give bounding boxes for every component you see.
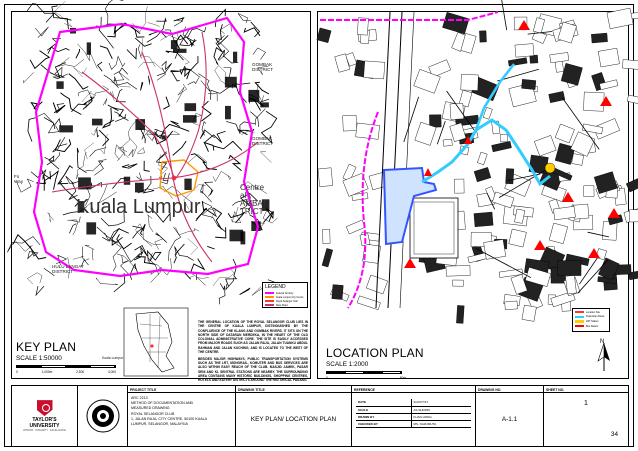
street-line: [208, 93, 217, 102]
legend-item: Federal Territory: [265, 291, 305, 295]
reference-table: [356, 399, 471, 428]
street-line: [191, 154, 217, 170]
building-block: [583, 92, 604, 111]
street-line: [137, 148, 144, 154]
building-block: [506, 169, 514, 184]
street-line: [138, 44, 141, 58]
key-plan-title: KEY PLAN: [16, 340, 77, 354]
street-line: [103, 108, 114, 128]
table-row: CHECKED BY MS. NAZUMUTA: [356, 421, 471, 428]
gombak-district-label-1: GOMBAK DISTRICT: [252, 62, 274, 72]
building-block: [443, 139, 452, 146]
bus-station-marker: [608, 208, 620, 218]
street-line: [233, 207, 238, 216]
building-block: [515, 44, 534, 58]
building-block: [530, 55, 538, 63]
building-block: [343, 115, 357, 131]
building-block: [322, 248, 333, 267]
street-line: [127, 48, 136, 59]
street-line: [69, 74, 89, 89]
street-line: [207, 247, 214, 249]
street-line: [135, 38, 151, 46]
building-block: [479, 31, 486, 42]
building-block: [561, 63, 582, 85]
street-line: [148, 23, 160, 27]
street-line: [99, 130, 109, 146]
street-line: [137, 173, 142, 181]
building-block: [477, 152, 487, 165]
dense-area: [241, 231, 246, 244]
street-line: [27, 4, 54, 23]
building-block: [598, 48, 619, 67]
key-plan-scalebar-labels: 0 1,000m 2,500 4,000: [16, 370, 116, 374]
street-line: [163, 97, 169, 110]
street-line: [177, 84, 187, 103]
dense-area: [185, 103, 197, 111]
legend-item: Kuala Lumpur City Centre: [265, 295, 305, 299]
building-block: [474, 167, 491, 181]
building-block: [522, 305, 536, 321]
street-line: [190, 39, 195, 46]
building-block: [549, 91, 565, 102]
building-block: [500, 134, 507, 142]
table-row: DRAWN BY KUAN HONG: [356, 413, 471, 420]
street-line: [211, 86, 232, 100]
street-line: [260, 151, 271, 162]
note-paragraph-1: THE GENERAL LOCATION OF THE ROYAL SELANGOR CLUB LIES IN THE CENTRE OF KUALA LUMPUR, DISTINGUISHED BY THE CONFLUENCE OF THE KLANG AND GOMBAK RIVERS. IT SITS ON THE NORTH SIDE OF DATARAN MERDEKA, IN THE HEART OF THE OLD COLONIAL ADMINISTRATIVE CORE. THE SITE IS EASILY ACCESSED FROM MAJOR ROADS SUCH AS JALAN RAJA, JALAN TUANKU ABDUL RAHMAN AND JALAN KUCHING, AND IS LOCATED TO THE WEST OF THE CENTRE.: [198, 320, 308, 355]
dense-area: [59, 125, 73, 132]
street-line: [168, 227, 180, 261]
street-line: [121, 256, 129, 274]
street-line: [190, 275, 209, 285]
street-line: [148, 251, 161, 262]
legend-item: Pedestrian Route: [575, 315, 607, 320]
building-block: [357, 296, 380, 310]
location-plan-legend: [572, 308, 610, 332]
street-line: [240, 288, 251, 295]
street-line: [83, 97, 92, 109]
sheet-number-heading: SHEET NO.: [544, 386, 628, 393]
street-line: [174, 20, 182, 26]
street-line: [174, 244, 185, 263]
drawing-number-heading: DRAWING NO.: [476, 386, 543, 393]
north-label: N: [600, 339, 605, 345]
pedestrian-route-branch: [476, 64, 514, 130]
building-block: [508, 58, 527, 66]
university-shield-icon: [37, 400, 53, 416]
city-centre-label: Centre al AMBAT TRICT: [240, 183, 267, 216]
hulu-langat-label: HULU LANGAT DISTRICT: [52, 264, 84, 274]
building-block: [626, 179, 638, 192]
street-line: [58, 166, 73, 184]
highway-edge: [388, 12, 402, 308]
street-line: [73, 257, 83, 260]
street-line: [250, 112, 258, 127]
dense-area: [260, 102, 269, 107]
building-block: [450, 123, 466, 142]
street-line: [214, 43, 223, 65]
building-block: [492, 141, 512, 152]
key-plan-legend: [262, 282, 308, 308]
building-block: [522, 79, 536, 89]
street-line: [136, 231, 152, 247]
key-plan-scale: SCALE 1:50000: [16, 355, 62, 362]
building-block: [505, 301, 518, 310]
street-line: [157, 61, 172, 75]
street-line: [238, 13, 251, 23]
street-line: [213, 171, 231, 181]
street-line: [68, 220, 78, 235]
gombak-district-label-2: GOMBAK DISTRICT: [252, 136, 274, 146]
street-line: [213, 141, 242, 150]
street-line: [244, 28, 260, 36]
dense-area: [184, 179, 191, 190]
street-line: [96, 278, 118, 285]
street-line: [148, 76, 150, 85]
street-line: [56, 139, 71, 151]
street-line: [144, 161, 150, 172]
street-line: [69, 224, 76, 234]
university-motto: WISDOM · INTEGRITY · EXCELLENCE: [23, 428, 66, 432]
street-line: [204, 131, 226, 143]
dense-area: [173, 49, 187, 53]
table-row: SCALE AS SHOWN: [356, 406, 471, 413]
dense-area: [86, 222, 96, 234]
building-block: [484, 239, 506, 259]
street-line: [97, 129, 99, 136]
street-line: [85, 245, 94, 260]
building-block: [461, 74, 479, 90]
street-line: [100, 46, 112, 59]
dense-area: [162, 135, 166, 139]
building-block: [550, 52, 569, 62]
building-block: [627, 95, 638, 105]
bus-station-marker: [534, 240, 546, 250]
street-line: [500, 0, 507, 30]
dense-area: [171, 40, 178, 49]
street-line: [135, 246, 148, 257]
drawing-sheet: [4, 4, 634, 447]
reference-heading: REFERENCE: [352, 386, 475, 393]
padang-field: [410, 198, 458, 258]
street-line: [112, 241, 122, 272]
street-line: [35, 27, 48, 38]
street-line: [188, 238, 198, 255]
street-line: [129, 138, 137, 157]
building-block: [555, 124, 574, 143]
street-line: [27, 273, 42, 285]
street-line: [176, 227, 200, 235]
legend-title: LEGEND: [265, 284, 286, 290]
building-block: [356, 123, 380, 139]
street-line: [90, 148, 107, 157]
title-block: [11, 385, 629, 447]
kuala-lumpur-label: Kuala Lumpur: [76, 196, 201, 218]
street-line: [173, 141, 187, 155]
dense-area: [225, 77, 237, 88]
building-block: [558, 261, 581, 276]
legend-item: Royal Selangor Club: [265, 299, 305, 303]
street-line: [184, 259, 204, 280]
left-way-label: Fo Way: [14, 174, 24, 184]
drawing-number-cell: [476, 386, 544, 446]
street-line: [24, 72, 34, 83]
dense-area: [135, 183, 144, 193]
sheet-number: 1: [584, 400, 588, 407]
note-paragraph-2: BESIDES MAJOR HIGHWAYS, PUBLIC TRANSPORTATION SYSTEMS SUCH AS THE LRT, MONORAIL, KOMUTER AND BUS SERVICES ARE ALSO WITHIN EASY REACH OF THE CLUB. MASJID JAMEK, PASAR SENI AND KL SENTRAL STATIONS ARE NEARBY. THE SURROUNDING AREA CONTAINS MANY HISTORIC BUILDINGS, SHOPPING CENTRES, HOTELS AND EATERY DISTRICTS AROUND THE HISTORICAL PADANG.: [198, 356, 308, 383]
inset-kuala-lumpur-label: Kuala Lumpur: [102, 356, 124, 360]
street-line: [74, 67, 88, 77]
bus-station-marker: [424, 168, 432, 176]
legend-item: Location Site: [575, 310, 607, 315]
dense-area: [183, 115, 197, 123]
street-line: [48, 47, 70, 54]
legend-item: Main Road: [265, 303, 305, 307]
street-line: [205, 182, 214, 196]
street-line: [86, 161, 103, 171]
street-line: [226, 259, 237, 287]
dense-area: [87, 42, 91, 54]
highway-edge: [376, 12, 390, 308]
location-plan-scalebar: [326, 371, 402, 374]
building-block: [446, 265, 470, 276]
location-plan-panel: [317, 11, 629, 379]
building-block: [629, 209, 638, 222]
location-plan-scale: SCALE 1:2000: [326, 361, 369, 368]
street-line: [198, 74, 210, 92]
building-block: [332, 285, 343, 300]
street-line: [109, 56, 125, 69]
building-block: [456, 305, 464, 323]
building-block: [364, 61, 385, 79]
street-line: [48, 213, 54, 222]
street-line: [53, 137, 68, 152]
university-logo-cell: [12, 386, 78, 446]
street-line: [170, 71, 179, 81]
street-line: [213, 208, 221, 230]
building-block: [607, 8, 633, 29]
street-line: [108, 105, 124, 117]
building-block: [317, 28, 331, 43]
dense-area: [248, 90, 259, 102]
street-line: [224, 67, 232, 76]
location-plan-map: [318, 12, 630, 308]
street-line: [200, 184, 212, 203]
university-name: TAYLOR'S UNIVERSITY: [29, 417, 60, 429]
drawing-title-cell: [236, 386, 352, 446]
street-line: [85, 143, 94, 159]
building-block: [492, 192, 514, 208]
street-line: [105, 0, 123, 26]
street-line: [54, 1, 72, 27]
building-block: [318, 168, 333, 187]
building-block: [549, 223, 568, 244]
street-line: [57, 58, 84, 67]
street-line: [130, 265, 140, 280]
street-line: [84, 97, 95, 104]
key-plan-panel: [11, 11, 311, 383]
dense-area: [233, 52, 237, 63]
building-block: [534, 135, 556, 156]
building-block: [622, 60, 638, 70]
peninsular-inset: [124, 308, 188, 376]
building-block: [591, 33, 607, 43]
legend-item: LRT Station: [575, 319, 607, 324]
project-title-heading: PROJECT TITLE: [128, 386, 235, 393]
street-line: [36, 286, 44, 295]
dense-area: [124, 177, 130, 185]
street-line: [204, 143, 213, 152]
street-line: [28, 118, 35, 142]
street-line: [138, 62, 164, 71]
street-line: [202, 207, 226, 232]
building-block: [443, 12, 470, 34]
building-block: [566, 275, 577, 294]
street-line: [141, 82, 143, 90]
drawing-number: A-1.1: [501, 416, 518, 423]
sheet-total: 34: [610, 431, 618, 438]
building-block: [584, 186, 594, 197]
street-line: [98, 62, 103, 71]
building-block: [323, 229, 331, 244]
club-seal-icon: [85, 398, 121, 434]
lrt-station-marker: [545, 163, 555, 173]
dense-area: [56, 81, 63, 89]
sheet-number-cell: [544, 386, 628, 446]
building-block: [572, 154, 584, 166]
project-title-cell: [128, 386, 236, 446]
street-line: [117, 234, 132, 248]
drawing-title-heading: DRAWING TITLE: [236, 386, 351, 393]
street-line: [44, 171, 58, 190]
building-block: [474, 212, 493, 227]
street-line: [175, 246, 194, 260]
dense-area: [225, 106, 231, 119]
reference-cell: [352, 386, 476, 446]
bus-station-marker: [404, 258, 416, 268]
street-line: [185, 56, 198, 76]
street-line: [220, 23, 231, 33]
street-line: [180, 54, 190, 64]
building-block: [429, 115, 441, 128]
key-plan-scalebar: [16, 365, 116, 368]
legend-item: Bus Station: [575, 324, 607, 329]
street-line: [54, 119, 61, 127]
site-description-note: [198, 320, 308, 385]
street-line: [219, 283, 225, 304]
drawing-title: KEY PLAN/ LOCATION PLAN: [250, 416, 337, 423]
building-block: [509, 229, 527, 247]
location-plan-title: LOCATION PLAN: [326, 346, 424, 360]
street-line: [253, 48, 266, 60]
street-line: [188, 78, 199, 85]
table-row: DATE 31/OCT/17: [356, 399, 471, 406]
building-block: [454, 179, 464, 193]
project-title-lines: ARC 2213 METHOD OF DOCUMENTATION AND MEASURED DRAWING ROYAL SELANGOR CLUB 1, JALAN RAJA, CITY CENTRE, 50100 KUALA LUMPUR, SELANGOR, MALAYSIA: [131, 396, 208, 427]
club-seal-cell: [78, 386, 128, 446]
building-block: [453, 280, 464, 286]
street-line: [103, 99, 107, 106]
street-line: [45, 152, 60, 161]
street-line: [122, 164, 137, 168]
street-line: [99, 17, 114, 48]
location-plan-scalebar-labels: 0 50m: [326, 376, 406, 380]
street-line: [30, 51, 49, 69]
street-line: [76, 49, 80, 58]
street-line: [78, 90, 92, 108]
street-line: [215, 227, 226, 238]
dense-area: [92, 119, 103, 126]
